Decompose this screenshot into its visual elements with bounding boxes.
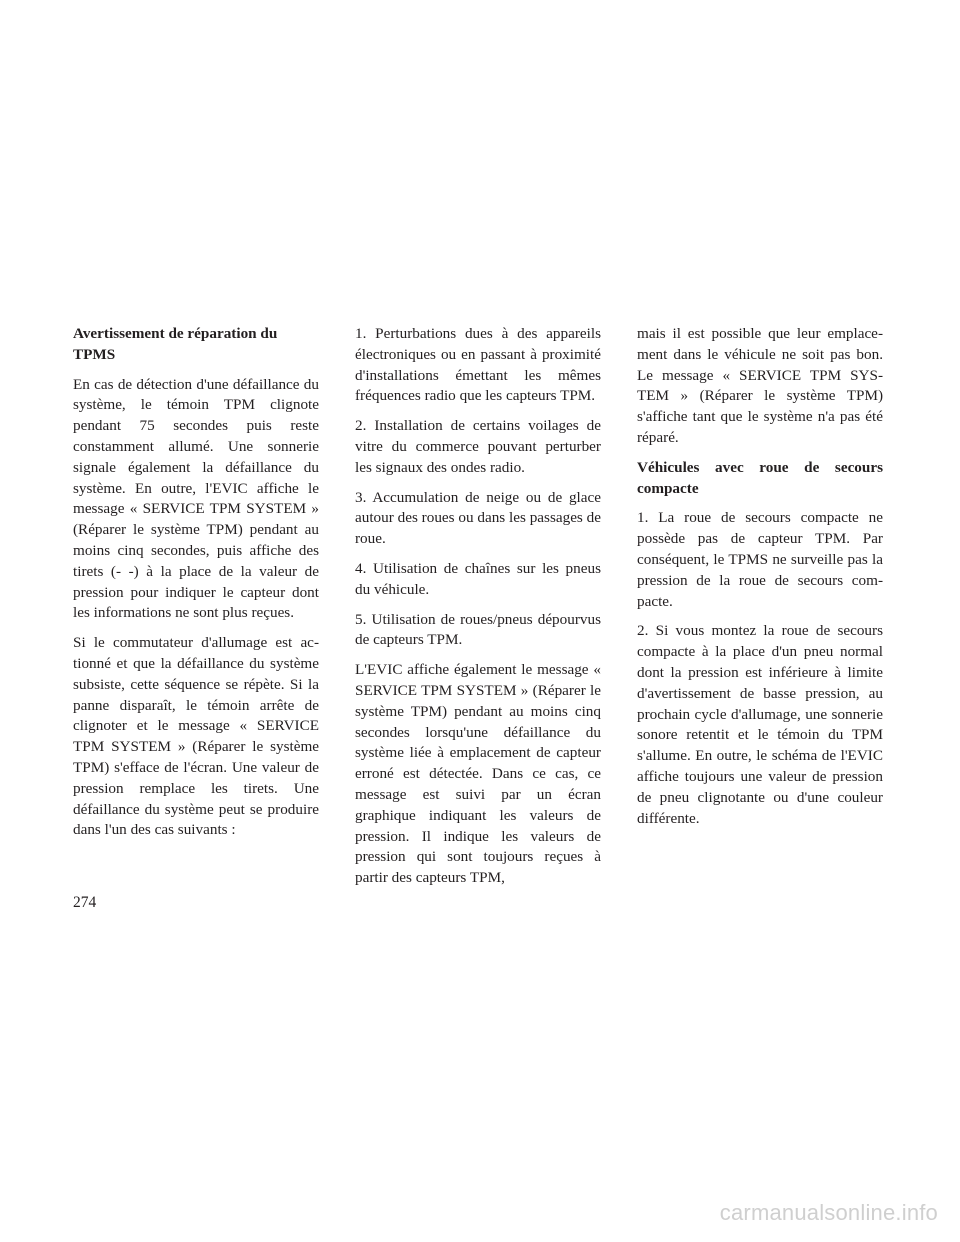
column-2 xyxy=(355,324,601,898)
list-item: 3. Accumulation de neige ou de glace autour des roues ou dans les passages de roue. xyxy=(355,488,601,548)
paragraph: L'EVIC affiche également le message « SERVICE TPM SYSTEM » (Réparer le système TPM) pendant au moins cinq secondes lorsqu'une défaillance du système liée à emplacement de capteur erroné est détectée. Dans ce cas, ce message est suivi par un écran graphique indiquant les valeurs de pression. Il indique les valeurs de pression qui sont toujours reçues à partir des capteurs TPM, xyxy=(355,661,601,887)
column-1 xyxy=(73,324,319,850)
list-item: 5. Utilisation de roues/pneus dépourvus de capteurs TPM. xyxy=(355,610,601,649)
section-heading-tpms-warning: Avertissement de réparation du TPMS xyxy=(73,325,278,363)
list-item: 4. Utilisation de chaînes sur les pneus du véhicule. xyxy=(355,559,601,598)
list-item: 1. La roue de secours compacte ne possède pas de capteur TPM. Par conséquent, le TPMS ne surveille pas la pression de la roue de secours compacte. xyxy=(637,509,883,610)
list-item: 2. Si vous montez la roue de secours compacte à la place d'un pneu normal dont la pression est inférieure à limite d'avertissement de basse pression, au prochain cycle d'allumage, une sonnerie sonore retentit et le témoin du TPM s'allume. En outre, le schéma de l'EVIC affiche toujours une valeur de pression de pneu clignotante ou d'une couleur différente. xyxy=(637,622,883,827)
paragraph: mais il est possible que leur emplacement dans le véhicule ne soit pas bon. Le message « SERVICE TPM SYSTEM » (Réparer le système TPM) s'affiche tant que le système n'a pas été réparé. xyxy=(637,325,883,446)
page-number: 274 xyxy=(73,894,97,911)
column-3 xyxy=(637,324,883,838)
watermark: carmanualsonline.info xyxy=(719,1200,938,1225)
list-item: 1. Perturbations dues à des appareils électroniques ou en passant à proximité d'installations émettant les mêmes fréquences radio que les capteurs TPM. xyxy=(355,325,601,405)
paragraph: Si le commutateur d'allumage est actionné et que la défaillance du système subsiste, cette séquence se répète. Si la panne disparaît, le témoin arrête de clignoter et le message « SERVICE TPM SYSTEM » (Réparer le système TPM) s'efface de l'écran. Une valeur de pression remplace les tirets. Une défaillance du système peut se produire dans l'un des cas suivants : xyxy=(73,634,319,839)
paragraph: En cas de détection d'une défaillance du système, le témoin TPM clignote pendant 75 secondes puis reste constamment allumé. Une sonnerie signale également la défaillance du système. En outre, l'EVIC affiche le message « SERVICE TPM SYSTEM » (Réparer le système TPM) pendant au moins cinq secondes, puis affiche des tirets (- -) à la place de la valeur de pression pour indiquer le capteur dont les informations ne sont plus reçues. xyxy=(73,375,319,622)
list-item: 2. Installation de certains voilages de vitre du commerce pouvant perturber les signaux des ondes radio. xyxy=(355,417,601,476)
section-heading-compact-spare: Véhicules avec roue de secours compacte xyxy=(637,458,883,497)
